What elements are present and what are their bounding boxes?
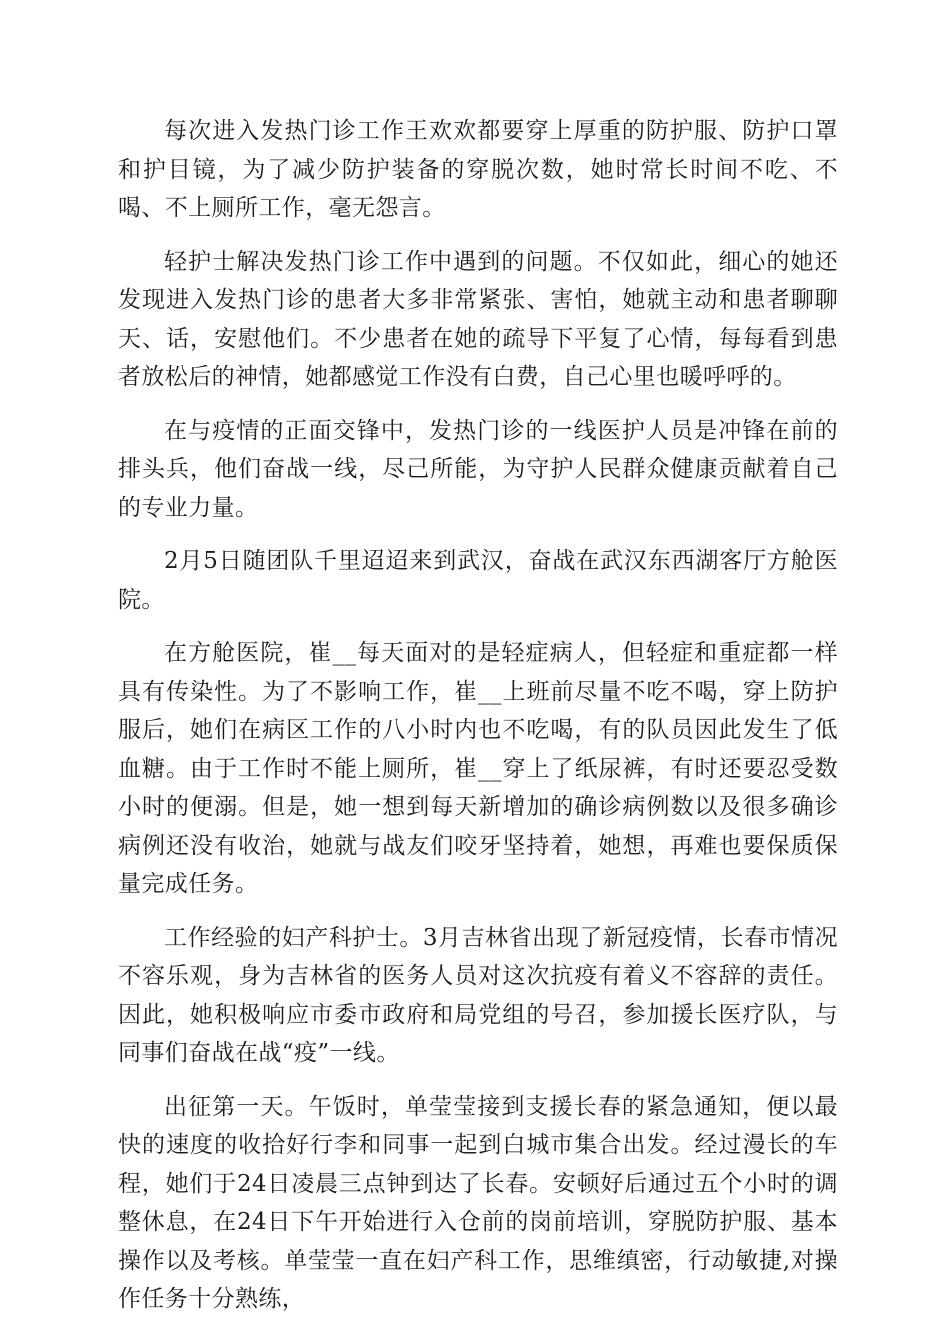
document-body [118,112,838,1334]
paragraph-2: 轻护士解决发热门诊工作中遇到的问题。不仅如此，细心的她还发现进入发热门诊的患者大多非常紧张、害怕，她就主动和患者聊聊天、话，安慰他们。不少患者在她的疏导下平复了心情，每每看到患者放松后的神情，她都感觉工作没有白费，自己心里也暖呼呼的。 [118,248,838,390]
paragraph-4: 2月5日随团队千里迢迢来到武汉，奋战在武汉东西湖客厅方舱医院。 [118,548,838,613]
paragraph-3: 在与疫情的正面交锋中，发热门诊的一线医护人员是冲锋在前的排头兵，他们奋战一线，尽己所能，为守护人民群众健康贡献着自己的专业力量。 [118,417,838,521]
paragraph-6: 工作经验的妇产科护士。3月吉林省出现了新冠疫情，长春市情况不容乐观，身为吉林省的医务人员对这次抗疫有着义不容辞的责任。因此，她积极响应市委市政府和局党组的号召，参加援长医疗队，与同事们奋战在战“疫”一线。 [118,924,838,1066]
paragraph-1: 每次进入发热门诊工作王欢欢都要穿上厚重的防护服、防护口罩和护目镜，为了减少防护装备的穿脱次数，她时常长时间不吃、不喝、不上厕所工作，毫无怨言。 [118,118,838,221]
paragraph-5: 在方舱医院，崔__每天面对的是轻症病人，但轻症和重症都一样具有传染性。为了不影响工作，崔__上班前尽量不吃不喝，穿上防护服后，她们在病区工作的八小时内也不吃喝，有的队员因此发生了低血糖。由于工作时不能上厕所，崔__穿上了纸尿裤，有时还要忍受数小时的便溺。但是，她一想到每天新增加的确诊病例数以及很多确诊病例还没有收治，她就与战友们咬牙坚持着，她想，再难也要保质保量完成任务。 [118,640,838,897]
paragraph-7: 出征第一天。午饭时，单莹莹接到支援长春的紧急通知，便以最快的速度的收拾好行李和同事一起到白城市集合出发。经过漫长的车程，她们于24日凌晨三点钟到达了长春。安顿好后通过五个小时的调整休息，在24日下午开始进行入仓前的岗前培训，穿脱防护服、基本操作以及考核。单莹莹一直在妇产科工作，思维缜密，行动敏捷,对操作任务十分熟练， [118,1093,838,1312]
